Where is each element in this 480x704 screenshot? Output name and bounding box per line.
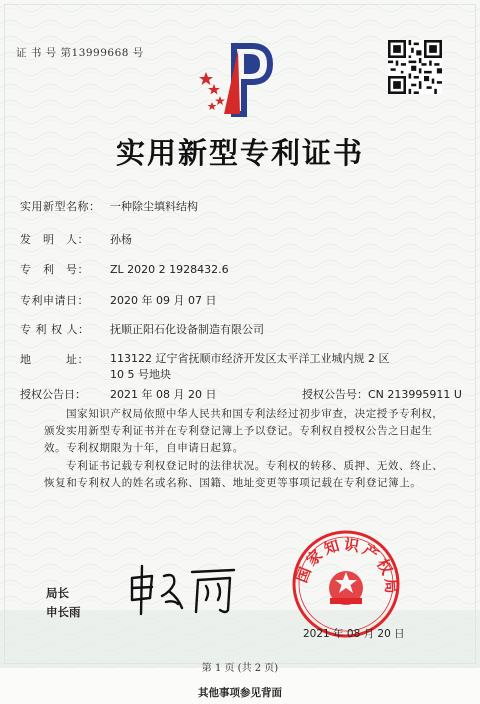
grant-date-label: 授权公告日： <box>20 388 86 401</box>
page-number: 第 1 页 (共 2 页) <box>201 663 279 674</box>
grant-statement-paragraph: 国家知识产权局依照中华人民共和国专利法经过初步审查，决定授予专利权，颁发实用新型专利证书并在专利登记簿上予以登记。专利权自授权公告之日起生效。专利权期限为十年，自申请日起算。 <box>44 408 444 454</box>
seal-text: 国家知识产权局 <box>292 535 401 597</box>
patentee-row <box>20 321 264 337</box>
utility-model-name-value: 一种除尘填料结构 <box>110 200 198 213</box>
announcement-value: CN 213995911 U <box>368 388 462 401</box>
patent-number-value: ZL 2020 2 1928432.6 <box>110 263 229 276</box>
grant-date-value: 2021 年 08 月 20 日 <box>110 388 217 401</box>
certificate-title: 实用新型专利证书 <box>115 136 364 170</box>
inventor-label: 发 明 人： <box>20 233 89 246</box>
official-seal-icon <box>290 528 402 640</box>
patent-number-label: 专 利 号： <box>20 263 89 276</box>
address-label: 地 址： <box>20 353 89 366</box>
address-row <box>20 351 110 367</box>
director-role: 局长 <box>46 586 69 600</box>
address-value: 113122 辽宁省抚顺市经济开发区太平洋工业城内规 2 区 10 5 号地块 <box>110 352 390 381</box>
announcement-number <box>302 386 462 402</box>
inventor-row <box>20 231 132 247</box>
patentee-label: 专 利 权 人： <box>20 323 90 336</box>
director-name: 申长雨 <box>46 605 81 619</box>
cnipa-logo-icon <box>198 40 280 118</box>
utility-model-name-row <box>20 198 198 214</box>
footer-note: 其他事项参见背面 <box>198 687 282 699</box>
filing-date-row <box>20 292 216 308</box>
legal-status-paragraph: 专利证书记载专利权登记时的法律状况。专利权的转移、质押、无效、终止、恢复和专利权人的姓名或名称、国籍、地址变更等事项记载在专利登记簿上。 <box>44 460 444 489</box>
director-block <box>46 584 81 622</box>
grant-row <box>20 386 460 402</box>
seal-date: 2021 年 08 月 20 日 <box>303 628 405 640</box>
announcement-label: 授权公告号： <box>302 388 368 401</box>
patentee-value: 抚顺正阳石化设备制造有限公司 <box>110 323 264 336</box>
filing-date-value: 2020 年 09 月 07 日 <box>110 294 217 307</box>
patent-number-row <box>20 261 229 277</box>
filing-date-label: 专利申请日： <box>20 294 89 307</box>
qr-code-icon <box>388 40 442 94</box>
inventor-value: 孙杨 <box>110 233 132 246</box>
handwritten-signature-icon <box>126 562 244 618</box>
utility-model-name-label: 实用新型名称： <box>20 200 101 213</box>
certificate-number: 证 书 号 第13999668 号 <box>16 47 144 59</box>
